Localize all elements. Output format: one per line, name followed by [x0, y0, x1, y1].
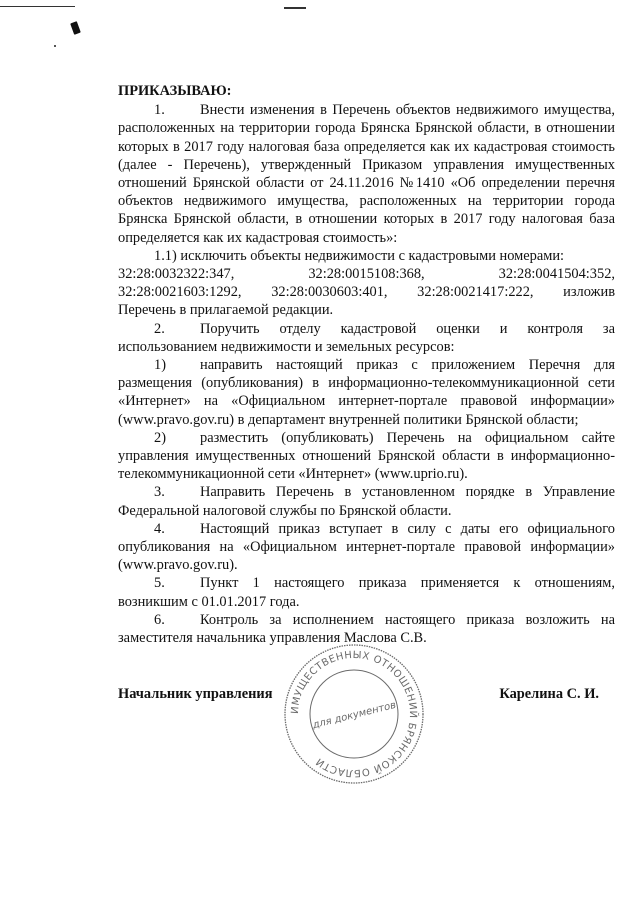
cadastral-number: 32:28:0015108:368,: [308, 266, 425, 283]
sub-item-number: 2): [154, 429, 166, 446]
item-text: Внести изменения в Перечень объектов недвижимого имущества, расположенных на территории города Брянска Брянской области, в отношении которых в 2017 году налоговая база определяется как их кадастровая стоимость (далее - Перечень), утвержденный Приказом управления имущественных отношений Брянской области от 24.11.2016 №1410 «Об определении перечня объектов недвижимого имущества, расположенных на территории города Брянска Брянской области, в отношении которых в 2017 году налоговая база определяется как их кадастровая стоимость»:: [118, 102, 615, 246]
item-4: [118, 520, 615, 575]
sub-item-number: 1): [154, 357, 166, 374]
sub-item-text: направить настоящий приказ с приложением Перечня для размещения (опубликования) в информационно-телекоммуникационной сети «Интернет» на «Официальном интернет-портале правовой информации» (www.pravo.gov.ru) в департамент внутренней политики Брянской области;: [118, 357, 615, 428]
signatory-title: Начальник управления: [118, 686, 273, 702]
sub-item-2-2: [118, 429, 615, 484]
item-text: Контроль за исполнением настоящего приказа возложить на заместителя начальника управления Маслова С.В.: [118, 611, 615, 647]
item-text: Настоящий приказ вступает в силу с даты его официального опубликования на «Официальном интернет-портале правовой информации» (www.pravo.gov.ru).: [118, 520, 615, 574]
item-number: 3.: [154, 484, 165, 501]
scan-mark: [70, 21, 81, 35]
sub-item-1-1-tail: Перечень в прилагаемой редакции.: [118, 302, 334, 319]
top-dash: [284, 7, 306, 9]
sub-item-1-1-intro: [118, 247, 615, 265]
item-text: Пункт 1 настоящего приказа применяется к отношениям, возникшим с 01.01.2017 года.: [118, 575, 615, 610]
item-number: 1.: [154, 102, 165, 119]
item-text: Направить Перечень в установленном порядке в Управление Федеральной налоговой службы по Брянской области.: [118, 484, 615, 519]
cadastral-tail-word: изложив: [563, 284, 615, 301]
signature-block: [118, 686, 615, 716]
cadastral-number: 32:28:0030603:401,: [271, 284, 388, 301]
cadastral-number: 32:28:0021417:222,: [417, 284, 534, 301]
scan-dot: [54, 45, 56, 47]
cadastral-number: 32:28:0021603:1292,: [118, 284, 242, 301]
item-number: 6.: [154, 611, 165, 628]
sub-item-text: разместить (опубликовать) Перечень на официальном сайте управления имущественных отношений Брянской области в информационно-телекоммуникационной сети «Интернет» (www.uprio.ru).: [118, 429, 615, 483]
item-3: [118, 483, 615, 519]
seal-outer-text: ИМУЩЕСТВЕННЫХ ОТНОШЕНИЙ БРЯНСКОЙ ОБЛАСТИ: [289, 649, 419, 779]
sub-item-2-1: [118, 356, 615, 429]
item-number: 2.: [154, 320, 165, 337]
item-2: [118, 320, 615, 356]
seal-center-text: для документов: [311, 699, 398, 732]
document-body: [118, 82, 615, 647]
item-text: Поручить отделу кадастровой оценки и контроля за использованием недвижимости и земельных ресурсов:: [118, 320, 615, 355]
cadastral-number: 32:28:0041504:352,: [498, 266, 615, 283]
item-5: [118, 574, 615, 610]
cadastral-number: 32:28:0032322:347,: [118, 266, 235, 283]
order-heading: ПРИКАЗЫВАЮ:: [118, 83, 232, 99]
sub-item-text: 1.1) исключить объекты недвижимости с кадастровыми номерами:: [154, 247, 565, 264]
item-number: 5.: [154, 575, 165, 592]
signatory-name: Карелина С. И.: [499, 686, 599, 702]
item-1: [118, 101, 615, 247]
top-rule: [0, 6, 75, 7]
cadastral-row-1: [118, 265, 615, 283]
cadastral-row-2: [118, 283, 615, 301]
item-number: 4.: [154, 520, 165, 537]
